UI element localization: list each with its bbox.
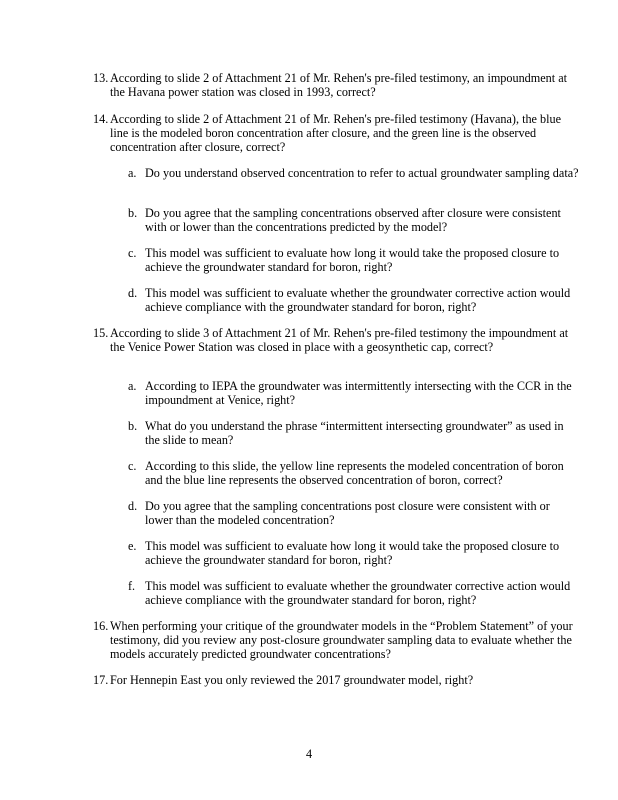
sub-question-text: This model was sufficient to evaluate whether the groundwater corrective action would achieve compliance with the groundwater standard for boron, right? <box>145 579 571 607</box>
sub-question-text: This model was sufficient to evaluate how long it would take the proposed closure to achieve the groundwater standard for boron, right? <box>145 539 560 567</box>
sub-question-letter: d. <box>128 499 138 513</box>
sub-question-letter: d. <box>128 286 138 300</box>
question-number: 15. <box>93 326 109 340</box>
sub-question-text: Do you agree that the sampling concentrations observed after closure were consistent with or lower than the concentrations predicted by the model? <box>145 206 561 234</box>
question-15f <box>128 579 580 607</box>
question-14b <box>128 206 580 234</box>
question-15a <box>128 379 580 407</box>
sub-question-letter: c. <box>128 246 137 260</box>
sub-question-letter: b. <box>128 206 138 220</box>
sub-question-text: This model was sufficient to evaluate how long it would take the proposed closure to achieve the groundwater standard for boron, right? <box>145 246 560 274</box>
question-number: 13. <box>93 71 109 85</box>
question-15d <box>128 499 580 527</box>
question-14c <box>128 246 580 274</box>
sub-question-letter: a. <box>128 379 137 393</box>
question-16 <box>93 619 573 661</box>
question-13 <box>93 71 573 99</box>
question-15 <box>93 326 573 354</box>
question-number: 14. <box>93 112 109 126</box>
question-14d <box>128 286 580 314</box>
sub-question-text: What do you understand the phrase “intermittent intersecting groundwater” as used in the slide to mean? <box>145 419 564 447</box>
question-17 <box>93 673 573 687</box>
question-15e <box>128 539 580 567</box>
sub-question-letter: a. <box>128 166 137 180</box>
sub-question-text: Do you understand observed concentration to refer to actual groundwater sampling data? <box>145 166 579 180</box>
question-text: According to slide 2 of Attachment 21 of Mr. Rehen's pre-filed testimony, an impoundment at the Havana power station was closed in 1993, correct? <box>110 71 567 99</box>
question-text: According to slide 2 of Attachment 21 of Mr. Rehen's pre-filed testimony (Havana), the blue line is the modeled boron concentration after closure, and the green line is the observed concentration after closure, correct? <box>110 112 561 154</box>
sub-question-letter: c. <box>128 459 137 473</box>
sub-question-letter: b. <box>128 419 138 433</box>
question-number: 17. <box>93 673 109 687</box>
question-14a <box>128 166 580 180</box>
sub-question-text: This model was sufficient to evaluate whether the groundwater corrective action would achieve compliance with the groundwater standard for boron, right? <box>145 286 571 314</box>
question-text: For Hennepin East you only reviewed the 2017 groundwater model, right? <box>110 673 474 687</box>
question-text: According to slide 3 of Attachment 21 of Mr. Rehen's pre-filed testimony the impoundment at the Venice Power Station was closed in place with a geosynthetic cap, correct? <box>110 326 569 354</box>
sub-question-letter: e. <box>128 539 137 553</box>
sub-question-letter: f. <box>128 579 136 593</box>
question-15b <box>128 419 580 447</box>
question-15c <box>128 459 580 487</box>
question-number: 16. <box>93 619 109 633</box>
sub-question-text: Do you agree that the sampling concentrations post closure were consistent with or lower than the modeled concentration? <box>145 499 550 527</box>
sub-question-text: According to IEPA the groundwater was intermittently intersecting with the CCR in the impoundment at Venice, right? <box>145 379 572 407</box>
question-14 <box>93 112 573 154</box>
sub-question-text: According to this slide, the yellow line represents the modeled concentration of boron and the blue line represents the observed concentration of boron, correct? <box>145 459 564 487</box>
page-number: 4 <box>305 747 313 761</box>
question-text: When performing your critique of the groundwater models in the “Problem Statement” of your testimony, did you review any post-closure groundwater sampling data to evaluate whether the models accurately predicted groundwater concentrations? <box>110 619 573 661</box>
